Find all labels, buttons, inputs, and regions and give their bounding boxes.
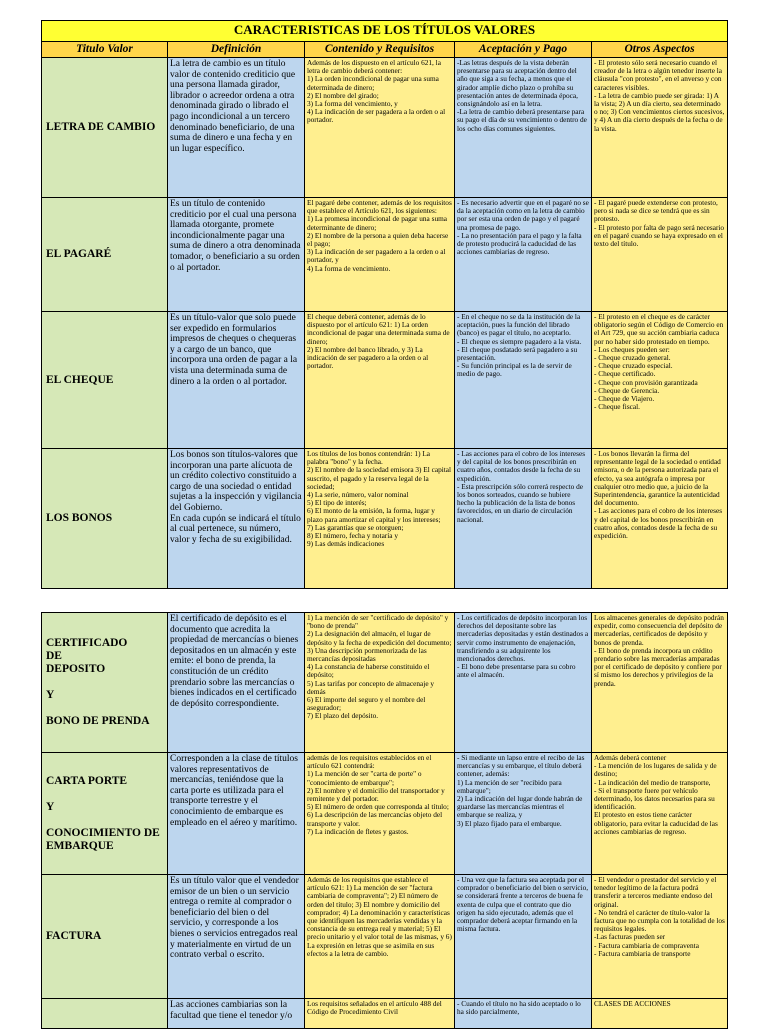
cell-otros: - El pagaré puede extenderse con protesto, pero si nada se dice se tendrá que es sin protesto. - El protesto por falta de pago será necesario en el pagaré cuando se haya expresado en el texto del título.: [592, 198, 728, 312]
table-title: CARACTERISTICAS DE LOS TÍTULOS VALORES: [42, 21, 728, 42]
cell-definicion: El certificado de depósito es el documento que acredita la propiedad de mercancías o bienes depositados en un almacén y este emite: el bono de prenda, la constitución de un crédito prendario sobre las mercancías o bienes indicados en el certificado de depósito correspondiente.: [168, 613, 305, 753]
cell-definicion: Es un título-valor que solo puede ser expedido en formularios impresos de cheques o chequeras y a cargo de un banco, que incorpora una orden de pagar a la vista una determinada suma de dinero a la orden o al portador.: [168, 312, 305, 449]
cell-contenido: El pagaré debe contener, además de los requisitos que establece el Artículo 621, los siguientes: 1) La promesa incondicional de pagar una suma determinante de dinero; 2) El nombre de la persona a quien deba hacerse el pago; 3) La indicación de ser pagadero a la orden o al portador, y 4) La forma de vencimiento.: [305, 198, 455, 312]
cell-otros: - El vendedor o prestador del servicio y el tenedor legítimo de la factura podrá transferir a terceros mediante endoso del original. - No tendrá el carácter de título-valor la factura que no cumpla con la totalidad de los requisitos legales. -Las facturas pueden ser - Factura cambiaria de compraventa - Factura cambiaria de transporte: [592, 875, 728, 999]
cell-definicion: Corresponden a la clase de títulos valores representativos de mercancías, teniéndose que la carta porte es utilizada para el transporte terrestre y el conocimiento de embarque es empleado en el aéreo y marítimo.: [168, 753, 305, 875]
row-title: [42, 999, 168, 1029]
header-contenido: Contenido y Requisitos: [305, 42, 455, 58]
cell-otros: Los almacenes generales de depósito podrán expedir, como consecuencia del depósito de mercaderías, certificados de depósito y bonos de prenda. - El bono de prenda incorpora un crédito prendario sobre las mercaderías amparadas por el certificado de depósito y confiere por sí mismo los derechos y privilegios de la prenda.: [592, 613, 728, 753]
row-title: LETRA DE CAMBIO: [42, 58, 168, 198]
header-definicion: Definición: [168, 42, 305, 58]
cell-definicion: Es un título de contenido crediticio por el cual una persona llamada otorgante, promete incondicionalmente pagar una suma de dinero a otra denominada tomador, o beneficiario a su orden o al portador.: [168, 198, 305, 312]
cell-definicion: Los bonos son títulos-valores que incorporan una parte alícuota de un crédito colectivo constituido a cargo de una sociedad o entidad sujetas a la inspección y vigilancia del Gobierno. En cada cupón se indicará el título al cual pertenece, su número, valor y fecha de su exigibilidad.: [168, 449, 305, 589]
cell-contenido: además de los requisitos establecidos en el artículo 621 contendrá: 1) La mención de ser "carta de porte" o "conocimiento de embarque"; 2) El nombre y el domicilio del transportador y remitente y del portador. 5) El número de orden que corresponda al título; 6) La descripción de las mercancías objeto del transporte y valor. 7) La indicación de fletes y gastos.: [305, 753, 455, 875]
table-row: [42, 875, 728, 999]
header-otros: Otros Aspectos: [592, 42, 728, 58]
header-row: [42, 42, 728, 58]
cell-aceptacion: - Una vez que la factura sea aceptada por el comprador o beneficiario del bien o servicio, se considerará frente a terceros de buena fe exenta de culpa que el contrato que dio origen ha sido ejecutado, además que el comprador deberá aceptar firmando en la misma factura.: [455, 875, 592, 999]
header-aceptacion: Aceptación y Pago: [455, 42, 592, 58]
table-row: [42, 58, 728, 198]
row-title: FACTURA: [42, 875, 168, 999]
row-title: LOS BONOS: [42, 449, 168, 589]
cell-contenido: 1) La mención de ser "certificado de depósito" y "bono de prenda" 2) La designación del almacén, el lugar de depósito y la fecha de expedición del documento; 3) Una descripción pormenorizada de las mercancías depositadas 4) La constancia de haberse constituido el depósito; 5) Las tarifas por concepto de almacenaje y demás 6) El importe del seguro y el nombre del asegurador; 7) El plazo del depósito.: [305, 613, 455, 753]
table-row: [42, 613, 728, 753]
cell-definicion: Es un título valor que el vendedor emisor de un bien o un servicio entrega o remite al comprador o beneficiario del bien o del servicio, y corresponde a los bienes o servicios entregados real y materialmente en virtud de un contrato verbal o escrito.: [168, 875, 305, 999]
cell-definicion: La letra de cambio es un título valor de contenido crediticio que una persona llamada girador, librador o acreedor ordena a otra denominada girado o librado el pago incondicional a un tercero denominado beneficiario, de una suma de dinero e una fecha y en un lugar específico.: [168, 58, 305, 198]
cell-otros: - El protesto en el cheque es de carácter obligatorio según el Código de Comercio en el Art 729, que su acción cambiaria caduca por no haber sido protestado en tiempo. - Los cheques pueden ser: - Cheque cruzado general. - Cheque cruzado especial. - Cheque certificado. - Cheque con provisión garantizada - Cheque de Gerencia. - Cheque de Viajero. - Cheque fiscal.: [592, 312, 728, 449]
table-row: [42, 999, 728, 1029]
cell-otros: - El protesto sólo será necesario cuando el creador de la letra o algún tenedor inserte la cláusula "con protesto", en el anverso y con caracteres visibles. - La letra de cambio puede ser girada: 1) A la vista; 2) A un día cierto, sea determinado o no; 3) Con vencimientos ciertos sucesivos, y 4) A un día cierto después de la fecha o de la vista.: [592, 58, 728, 198]
table-row: [42, 312, 728, 449]
cell-otros: CLASES DE ACCIONES: [592, 999, 728, 1029]
cell-aceptacion: - Los certificados de depósito incorporan los derechos del depositante sobre las mercaderías depositadas y están destinados a servir como instrumento de enajenación, transfiriendo a su adquirente los mencionados derechos. - El bono debe presentarse para su cobro ante el almacén.: [455, 613, 592, 753]
cell-aceptacion: - Cuando el título no ha sido aceptado o lo ha sido parcialmente,: [455, 999, 592, 1029]
table-row: [42, 449, 728, 589]
cell-aceptacion: - Es necesario advertir que en el pagaré no se da la aceptación como en la letra de cambio por ser esta una orden de pago y el pagaré una promesa de pago. - La no presentación para el pago y la falta de protesto producirá la caducidad de las acciones cambiarias de regreso.: [455, 198, 592, 312]
cell-aceptacion: - En el cheque no se da la institución de la aceptación, pues la función del librado (banco) es pagar el título, no aceptarlo. - El cheque es siempre pagadero a la vista. - El cheque posdatado será pagadero a su presentación. - Su función principal es la de servir de medio de pago.: [455, 312, 592, 449]
cell-contenido: Además de los dispuesto en el artículo 621, la letra de cambio deberá contener: 1) La orden incondicional de pagar una suma determinada de dinero; 2) El nombre del girado; 3) La forma del vencimiento, y 4) La indicación de ser pagadera a la orden o al portador.: [305, 58, 455, 198]
row-title: EL PAGARÉ: [42, 198, 168, 312]
cell-definicion: Las acciones cambiarias son la facultad que tiene el tenedor y/o: [168, 999, 305, 1029]
cell-contenido: Los requisitos señalados en el artículo 488 del Código de Procedimiento Civil: [305, 999, 455, 1029]
table-row: [42, 198, 728, 312]
cell-otros: - Los bonos llevarán la firma del representante legal de la sociedad o entidad emisora, o de la persona autorizada para el efecto, ya sea autógrafa o impresa por cualquier otro medio que, a juicio de la Superintendencia, garantice la autenticidad del documento. - Las acciones para el cobro de los intereses y del capital de los bonos prescribirán en cuatro años, contados desde la fecha de su expedición.: [592, 449, 728, 589]
cell-contenido: Además de los requisitos que establece el artículo 621: 1) La mención de ser "factura cambiaria de compraventa"; 2) El número de orden del título; 3) El nombre y domicilio del comprador; 4) La denominación y características que identifiquen las mercaderías vendidas y la constancia de su entrega real y material; 5) El precio unitario y el valor total de las mismas, y 6) La expresión en letras que se asimila en sus efectos a la letra de cambio.: [305, 875, 455, 999]
table-row: [42, 753, 728, 875]
cell-otros: Además deberá contener - La mención de los lugares de salida y de destino; - La indicación del medio de transporte, - Si el transporte fuere por vehículo determinado, los datos necesarios para su identificación. El protesto en estos tiene carácter obligatorio, para evitar la caducidad de las acciones cambiarias de regreso.: [592, 753, 728, 875]
cell-contenido: El cheque deberá contener, además de lo dispuesto por el artículo 621: 1) La orden incondicional de pagar una determinada suma de dinero; 2) El nombre del banco librado, y 3) La indicación de ser pagadero a la orden o al portador.: [305, 312, 455, 449]
titulos-valores-table-2: [41, 612, 728, 1029]
cell-aceptacion: - Si mediante un lapso entre el recibo de las mercancías y su embarque, el título deberá contener, además: 1) La mención de ser "recibido para embarque"; 2) La indicación del lugar donde habrán de guardarse las mercancías mientras el embarque se realiza, y 3) El plazo fijado para el embarque.: [455, 753, 592, 875]
cell-aceptacion: -Las letras después de la vista deberán presentarse para su aceptación dentro del año que siga a su fecha, a menos que el girador amplíe dicho plazo o prohíba su presentación antes de determinada época, consignándolo así en la letra. -La letra de cambio deberá presentarse para su pago el día de su vencimiento o dentro de los ocho días comunes siguientes.: [455, 58, 592, 198]
header-titulo-valor: Titulo Valor: [42, 42, 168, 58]
cell-aceptacion: - Las acciones para el cobro de los intereses y del capital de los bonos prescribirán en cuatro años, contados desde la fecha de su expedición. - Esta prescripción sólo correrá respecto de los bonos sorteados, cuando se hubiere hecho la publicación de la lista de bonos favorecidos, en un diario de circulación nacional.: [455, 449, 592, 589]
titulos-valores-table-1: [41, 20, 728, 589]
row-title: CARTA PORTE Y CONOCIMIENTO DE EMBARQUE: [42, 753, 168, 875]
row-title: EL CHEQUE: [42, 312, 168, 449]
cell-contenido: Los títulos de los bonos contendrán: 1) La palabra "bono" y la fecha. 2) El nombre de la sociedad emisora 3) El capital suscrito, el pagado y la reserva legal de la sociedad; 4) La serie, número, valor nominal 5) El tipo de interés; 6) El monto de la emisión, la forma, lugar y plazo para amortizar el capital y los intereses; 7) Las garantías que se otorguen; 8) El número, fecha y notaría y 9) Las demás indicaciones: [305, 449, 455, 589]
row-title: CERTIFICADO DE DEPOSITO Y BONO DE PRENDA: [42, 613, 168, 753]
